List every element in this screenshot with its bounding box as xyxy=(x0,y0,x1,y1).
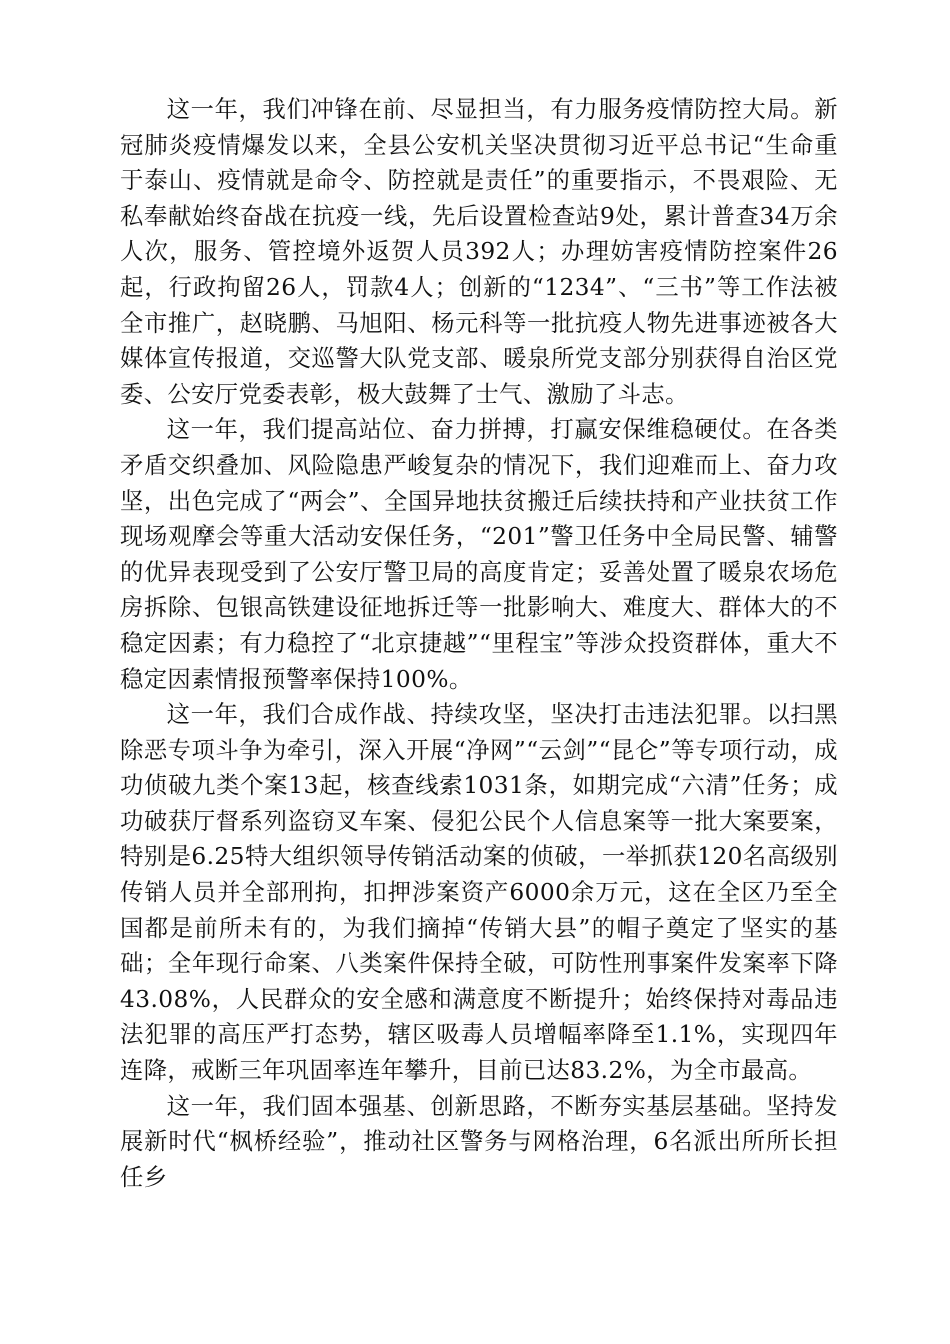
paragraph-security-stability: 这一年，我们提高站位、奋力拼搏，打赢安保维稳硬仗。在各类矛盾交织叠加、风险隐患严峻复杂的情况下，我们迎难而上、奋力攻坚，出色完成了“两会”、全国异地扶贫搬迁后续扶持和产业扶贫工作现场观摩会等重大活动安保任务，“201”警卫任务中全局民警、辅警的优异表现受到了公安厅警卫局的高度肯定；妥善处置了暖泉农场危房拆除、包银高铁建设征地拆迁等一批影响大、难度大、群体大的不稳定因素；有力稳控了“北京捷越”“里程宝”等涉众投资群体，重大不稳定因素情报预警率保持100%。 xyxy=(120,416,838,693)
paragraph-pandemic-response: 这一年，我们冲锋在前、尽显担当，有力服务疫情防控大局。新冠肺炎疫情爆发以来，全县公安机关坚决贯彻习近平总书记“生命重于泰山、疫情就是命令、防控就是责任”的重要指示，不畏艰险、无私奉献始终奋战在抗疫一线，先后设置检查站9处，累计普查34万余人次，服务、管控境外返贺人员392人；办理妨害疫情防控案件26起，行政拘留26人，罚款4人；创新的“1234”、“三书”等工作法被全市推广，赵晓鹏、马旭阳、杨元科等一批抗疫人物先进事迹被各大媒体宣传报道，交巡警大队党支部、暖泉所党支部分别获得自治区党委、公安厅党委表彰，极大鼓舞了士气、激励了斗志。 xyxy=(120,96,838,408)
paragraph-crime-crackdown: 这一年，我们合成作战、持续攻坚，坚决打击违法犯罪。以扫黑除恶专项斗争为牵引，深入开展“净网”“云剑”“昆仑”等专项行动，成功侦破九类个案13起，核查线索1031条，如期完成“六清”任务；成功破获厅督系列盗窃叉车案、侵犯公民个人信息案等一批大案要案，特别是6.25特大组织领导传销活动案的侦破，一举抓获120名高级别传销人员并全部刑拘，扣押涉案资产6000余万元，这在全区乃至全国都是前所未有的，为我们摘掉“传销大县”的帽子奠定了坚实的基础；全年现行命案、八类案件保持全破，可防性刑事案件发案率下降43.08%，人民群众的安全感和满意度不断提升；始终保持对毒品违法犯罪的高压严打态势，辖区吸毒人员增幅率降至1.1%，实现四年连降，戒断三年巩固率连年攀升，目前已达83.2%，为全市最高。 xyxy=(120,701,838,1085)
paragraph-grassroots-foundation: 这一年，我们固本强基、创新思路，不断夯实基层基础。坚持发展新时代“枫桥经验”，推动社区警务与网格治理，6名派出所所长担任乡 xyxy=(120,1092,838,1191)
document-body xyxy=(120,92,838,1195)
